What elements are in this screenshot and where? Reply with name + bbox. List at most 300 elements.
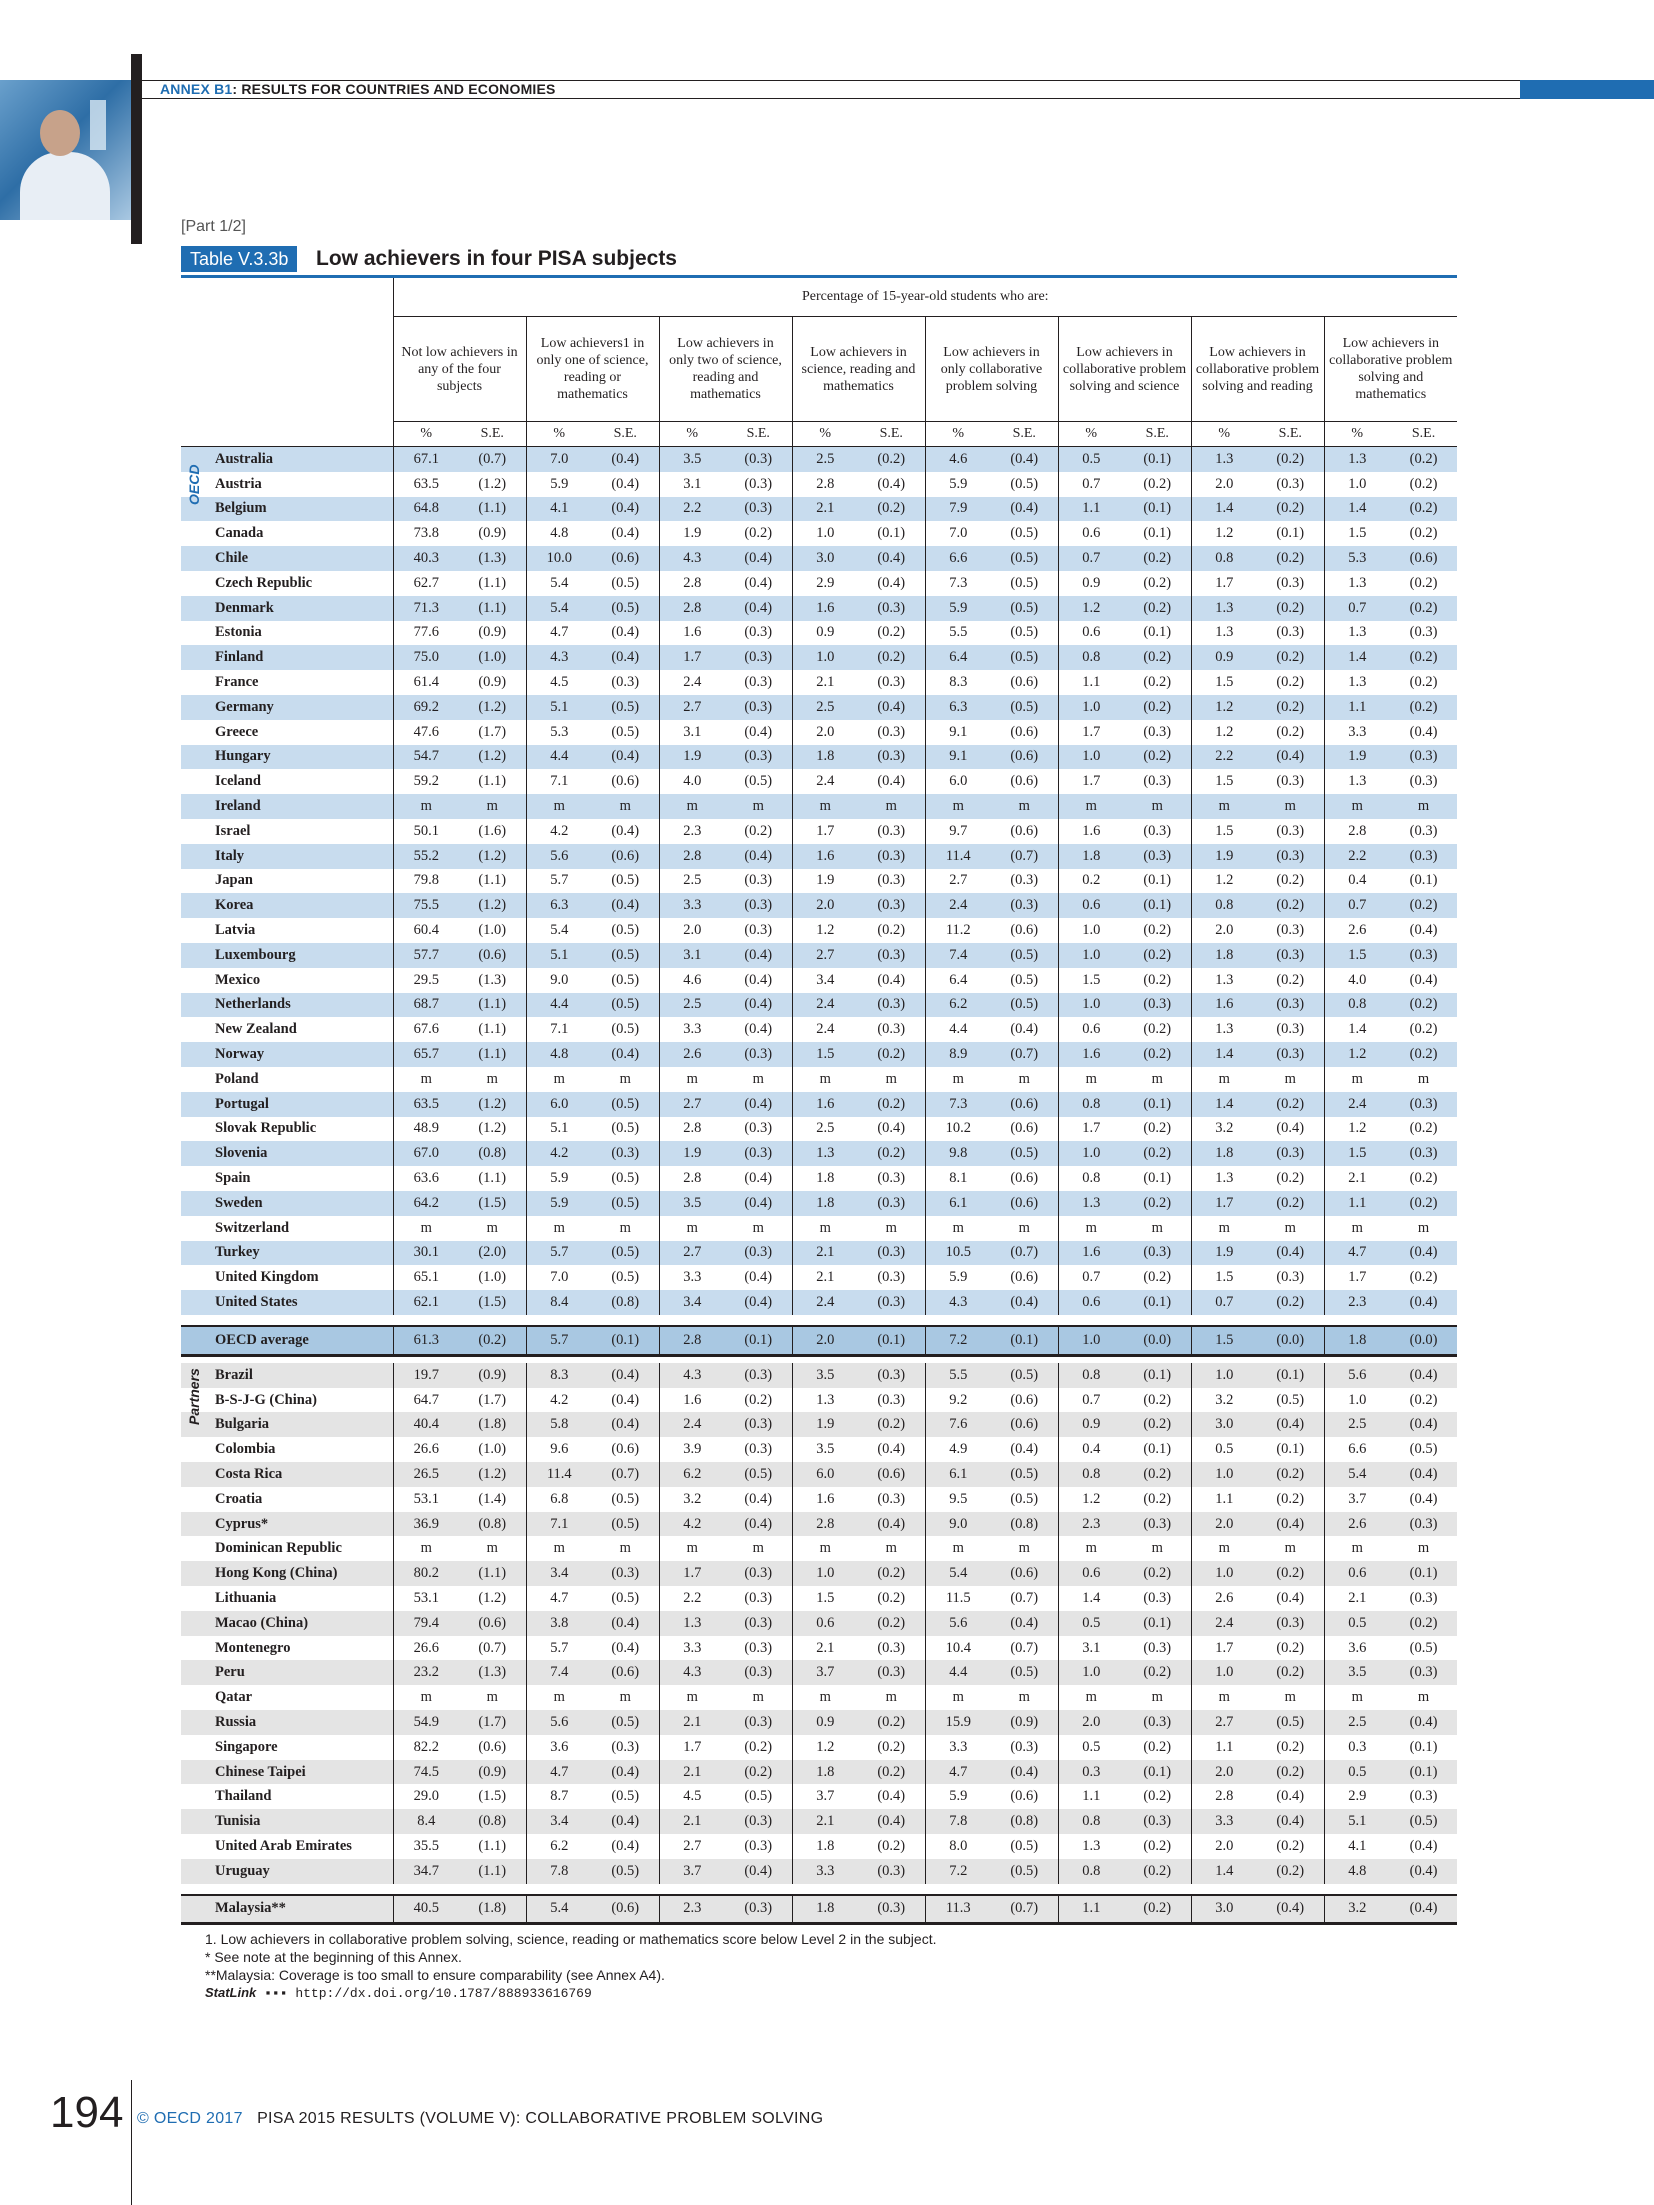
percent-value: 4.1 — [526, 497, 592, 522]
percent-value: 3.4 — [526, 1809, 592, 1834]
standard-error: (1.1) — [459, 497, 526, 522]
standard-error: (0.4) — [592, 1042, 659, 1067]
standard-error: (0.7) — [991, 1895, 1058, 1924]
percent-value: 8.3 — [925, 670, 991, 695]
percent-value: 3.5 — [792, 1437, 858, 1462]
percent-value: 1.3 — [1324, 670, 1390, 695]
percent-value: 2.4 — [792, 769, 858, 794]
standard-error: (0.5) — [592, 1017, 659, 1042]
country-name: Chinese Taipei — [181, 1760, 393, 1785]
standard-error: (0.5) — [1390, 1809, 1457, 1834]
subheader-percent: % — [526, 422, 592, 447]
page-marker-bar — [131, 54, 142, 244]
percent-value: 6.1 — [925, 1191, 991, 1216]
standard-error: (0.4) — [858, 1784, 925, 1809]
percent-value: 34.7 — [393, 1859, 459, 1884]
percent-value: 5.5 — [925, 1363, 991, 1388]
standard-error: (0.4) — [991, 1611, 1058, 1636]
standard-error: (1.1) — [459, 1042, 526, 1067]
standard-error: (0.3) — [592, 1141, 659, 1166]
percent-value: 0.6 — [1058, 1561, 1124, 1586]
percent-value: 1.0 — [1324, 1388, 1390, 1413]
standard-error: (0.4) — [1390, 1834, 1457, 1859]
standard-error: (0.4) — [725, 571, 792, 596]
percent-value: 2.0 — [1191, 1834, 1257, 1859]
footer — [137, 2110, 823, 2128]
standard-error: (0.4) — [1257, 1586, 1324, 1611]
percent-value: 4.9 — [925, 1437, 991, 1462]
percent-value: 8.3 — [526, 1363, 592, 1388]
standard-error: (0.7) — [459, 1636, 526, 1661]
country-name: Dominican Republic — [181, 1536, 393, 1561]
subheader-se: S.E. — [725, 422, 792, 447]
percent-value: 10.2 — [925, 1117, 991, 1142]
percent-value: 0.5 — [1191, 1437, 1257, 1462]
standard-error: (0.2) — [1124, 1859, 1191, 1884]
oecd-row — [181, 918, 1457, 943]
percent-value: 3.3 — [659, 1017, 725, 1042]
percent-value: m — [1058, 1067, 1124, 1092]
standard-error: (0.3) — [1257, 1611, 1324, 1636]
standard-error: (0.6) — [459, 1611, 526, 1636]
standard-error: (0.4) — [592, 521, 659, 546]
percent-value: 1.3 — [1324, 621, 1390, 646]
standard-error: (0.3) — [991, 893, 1058, 918]
standard-error: (0.5) — [1390, 1636, 1457, 1661]
standard-error: (0.4) — [725, 844, 792, 869]
percent-value: 1.2 — [1191, 869, 1257, 894]
standard-error: (0.4) — [592, 1363, 659, 1388]
standard-error: (0.2) — [1257, 1166, 1324, 1191]
standard-error: m — [1257, 1685, 1324, 1710]
standard-error: (0.4) — [991, 1437, 1058, 1462]
column-header-5: Low achievers in only collaborative problem solving — [925, 317, 1058, 422]
column-header-6: Low achievers in collaborative problem solving and science — [1058, 317, 1191, 422]
percent-value: 2.0 — [1191, 1512, 1257, 1537]
country-name: Bulgaria — [181, 1412, 393, 1437]
percent-value: 1.3 — [1191, 968, 1257, 993]
standard-error: (0.3) — [725, 1363, 792, 1388]
standard-error: (0.4) — [991, 1760, 1058, 1785]
standard-error: (0.2) — [1390, 1166, 1457, 1191]
group-label-oecd: OECD — [186, 464, 202, 505]
percent-value: 0.8 — [1058, 1462, 1124, 1487]
percent-value: 63.5 — [393, 472, 459, 497]
percent-value: 1.9 — [659, 1141, 725, 1166]
percent-value: 19.7 — [393, 1363, 459, 1388]
standard-error: (0.4) — [858, 695, 925, 720]
standard-error: (0.2) — [858, 1092, 925, 1117]
standard-error: (0.5) — [991, 993, 1058, 1018]
percent-value: 1.5 — [1191, 769, 1257, 794]
percent-value: 4.4 — [526, 993, 592, 1018]
standard-error: (0.8) — [459, 1512, 526, 1537]
standard-error: (0.6) — [592, 844, 659, 869]
oecd-row — [181, 1117, 1457, 1142]
percent-value: 7.1 — [526, 769, 592, 794]
standard-error: (0.4) — [592, 447, 659, 472]
percent-value: 0.6 — [1058, 521, 1124, 546]
standard-error: (0.2) — [858, 1611, 925, 1636]
percent-value: 0.4 — [1058, 1437, 1124, 1462]
partner-row — [181, 1859, 1457, 1884]
percent-value: 3.6 — [1324, 1636, 1390, 1661]
country-name: Croatia — [181, 1487, 393, 1512]
standard-error: (0.3) — [1124, 1809, 1191, 1834]
standard-error: (0.5) — [991, 521, 1058, 546]
footer-copyright: © OECD 2017 — [137, 2110, 243, 2127]
standard-error: m — [1124, 1536, 1191, 1561]
percent-value: 5.9 — [526, 1191, 592, 1216]
percent-value: 55.2 — [393, 844, 459, 869]
standard-error: (0.2) — [725, 819, 792, 844]
percent-value: 1.0 — [792, 1561, 858, 1586]
standard-error: (1.1) — [459, 769, 526, 794]
percent-value: 1.7 — [1324, 1265, 1390, 1290]
percent-value: 9.1 — [925, 720, 991, 745]
standard-error: (0.3) — [1257, 993, 1324, 1018]
percent-value: 3.7 — [1324, 1487, 1390, 1512]
standard-error: (0.1) — [1257, 521, 1324, 546]
standard-error: m — [1124, 1216, 1191, 1241]
partner-row — [181, 1363, 1457, 1388]
standard-error: (0.3) — [725, 1042, 792, 1067]
standard-error: m — [991, 1216, 1058, 1241]
note-3: **Malaysia: Coverage is too small to ensure comparability (see Annex A4). — [205, 1967, 665, 1983]
standard-error: (0.3) — [858, 819, 925, 844]
standard-error: (0.2) — [1390, 472, 1457, 497]
percent-value: m — [1058, 1685, 1124, 1710]
percent-value: 1.6 — [659, 621, 725, 646]
percent-value: 29.5 — [393, 968, 459, 993]
percent-value: m — [1324, 1067, 1390, 1092]
oecd-row — [181, 1265, 1457, 1290]
percent-value: 1.7 — [1191, 571, 1257, 596]
percent-value: m — [792, 794, 858, 819]
percent-value: 74.5 — [393, 1760, 459, 1785]
standard-error: (0.3) — [725, 893, 792, 918]
standard-error: (0.2) — [1390, 670, 1457, 695]
percent-value: 1.9 — [792, 869, 858, 894]
percent-value: 0.6 — [1058, 1290, 1124, 1315]
standard-error: (0.3) — [725, 1586, 792, 1611]
standard-error: (0.2) — [1124, 943, 1191, 968]
percent-value: 2.5 — [792, 695, 858, 720]
percent-value: 1.6 — [1191, 993, 1257, 1018]
standard-error: (0.4) — [1390, 968, 1457, 993]
percent-value: 5.1 — [526, 1117, 592, 1142]
column-header-8: Low achievers in collaborative problem solving and mathematics — [1324, 317, 1457, 422]
standard-error: (0.3) — [858, 1166, 925, 1191]
standard-error: (0.6) — [991, 769, 1058, 794]
country-name: Colombia — [181, 1437, 393, 1462]
country-name: New Zealand — [181, 1017, 393, 1042]
percent-value: 1.4 — [1191, 1042, 1257, 1067]
percent-value: 35.5 — [393, 1834, 459, 1859]
standard-error: (1.7) — [459, 720, 526, 745]
standard-error: (0.4) — [1390, 1241, 1457, 1266]
standard-error: (0.0) — [1124, 1326, 1191, 1356]
percent-value: 1.6 — [659, 1388, 725, 1413]
country-name: Israel — [181, 819, 393, 844]
percent-value: 1.0 — [1058, 943, 1124, 968]
oecd-row — [181, 794, 1457, 819]
percent-value: 9.1 — [925, 745, 991, 770]
percent-value: 1.3 — [1191, 621, 1257, 646]
standard-error: m — [858, 1685, 925, 1710]
standard-error: (0.5) — [592, 1265, 659, 1290]
standard-error: (0.2) — [1124, 1735, 1191, 1760]
percent-value: m — [526, 1536, 592, 1561]
standard-error: (0.2) — [1124, 968, 1191, 993]
section-gap — [181, 1884, 1457, 1895]
percent-value: 2.0 — [1191, 472, 1257, 497]
standard-error: (0.2) — [1124, 1412, 1191, 1437]
statlink-label: StatLink — [205, 1985, 257, 2000]
percent-value: 2.4 — [925, 893, 991, 918]
percent-value: 1.4 — [1324, 1017, 1390, 1042]
standard-error: (0.4) — [1390, 1462, 1457, 1487]
percent-value: 9.8 — [925, 1141, 991, 1166]
percent-value: 3.5 — [659, 1191, 725, 1216]
percent-value: 1.0 — [1058, 695, 1124, 720]
percent-value: 0.5 — [1058, 1735, 1124, 1760]
percent-value: 2.3 — [1324, 1290, 1390, 1315]
percent-value: m — [393, 1067, 459, 1092]
standard-error: (0.4) — [725, 943, 792, 968]
percent-value: 0.8 — [1324, 993, 1390, 1018]
standard-error: (0.8) — [991, 1512, 1058, 1537]
standard-error: (0.2) — [1257, 1561, 1324, 1586]
percent-value: 0.8 — [1058, 1809, 1124, 1834]
percent-value: 64.2 — [393, 1191, 459, 1216]
percent-value: 10.5 — [925, 1241, 991, 1266]
percent-value: 11.2 — [925, 918, 991, 943]
percent-value: 0.9 — [792, 1710, 858, 1735]
percent-value: 26.6 — [393, 1437, 459, 1462]
percent-value: 1.7 — [1058, 720, 1124, 745]
standard-error: (0.2) — [1257, 1487, 1324, 1512]
standard-error: (0.5) — [991, 596, 1058, 621]
percent-value: 23.2 — [393, 1660, 459, 1685]
percent-value: 1.0 — [1058, 745, 1124, 770]
percent-value: 1.0 — [1191, 1462, 1257, 1487]
percent-value: 0.6 — [1058, 893, 1124, 918]
percent-value: 2.7 — [659, 1241, 725, 1266]
percent-value: 1.5 — [1058, 968, 1124, 993]
standard-error: (0.2) — [459, 1326, 526, 1356]
percent-value: m — [1191, 1216, 1257, 1241]
percent-value: m — [925, 1536, 991, 1561]
country-name: France — [181, 670, 393, 695]
standard-error: (0.3) — [858, 1660, 925, 1685]
oecd-row — [181, 497, 1457, 522]
standard-error: m — [592, 1216, 659, 1241]
standard-error: (1.0) — [459, 1437, 526, 1462]
standard-error: (0.2) — [1257, 670, 1324, 695]
percent-value: 3.9 — [659, 1437, 725, 1462]
percent-value: 53.1 — [393, 1586, 459, 1611]
standard-error: (0.5) — [592, 1092, 659, 1117]
percent-value: 7.0 — [526, 1265, 592, 1290]
percent-value: 1.6 — [792, 844, 858, 869]
percent-value: 1.8 — [1058, 844, 1124, 869]
standard-error: (0.6) — [991, 1166, 1058, 1191]
standard-error: (0.4) — [592, 1809, 659, 1834]
percent-value: 26.6 — [393, 1636, 459, 1661]
subheader-se: S.E. — [1390, 422, 1457, 447]
percent-value: 7.4 — [925, 943, 991, 968]
percent-value: 5.7 — [526, 1326, 592, 1356]
standard-error: (1.3) — [459, 1660, 526, 1685]
percent-value: 0.3 — [1324, 1735, 1390, 1760]
percent-value: 4.4 — [925, 1017, 991, 1042]
percent-value: m — [659, 794, 725, 819]
standard-error: (0.5) — [592, 1241, 659, 1266]
standard-error: m — [459, 1216, 526, 1241]
standard-error: (0.1) — [1124, 1290, 1191, 1315]
percent-value: 1.7 — [1191, 1636, 1257, 1661]
standard-error: m — [725, 1685, 792, 1710]
standard-error: (0.3) — [1124, 1241, 1191, 1266]
standard-error: (0.3) — [725, 497, 792, 522]
annex-title: : RESULTS FOR COUNTRIES AND ECONOMIES — [232, 81, 556, 97]
standard-error: (0.3) — [1257, 621, 1324, 646]
percent-value: 1.9 — [1324, 745, 1390, 770]
percent-value: 67.0 — [393, 1141, 459, 1166]
percent-value: 9.0 — [925, 1512, 991, 1537]
percent-value: 1.1 — [1058, 1895, 1124, 1924]
standard-error: (0.2) — [858, 918, 925, 943]
standard-error: (0.5) — [991, 621, 1058, 646]
percent-value: 1.3 — [792, 1388, 858, 1413]
percent-value: 2.5 — [792, 1117, 858, 1142]
standard-error: (0.5) — [991, 1660, 1058, 1685]
standard-error: (0.3) — [725, 1660, 792, 1685]
standard-error: (0.3) — [725, 447, 792, 472]
standard-error: (0.9) — [459, 670, 526, 695]
partner-row — [181, 1660, 1457, 1685]
standard-error: (1.1) — [459, 869, 526, 894]
percent-value: 4.8 — [1324, 1859, 1390, 1884]
percent-value: 15.9 — [925, 1710, 991, 1735]
standard-error: (0.3) — [725, 621, 792, 646]
standard-error: (0.2) — [1257, 893, 1324, 918]
statlink-url[interactable]: http://dx.doi.org/10.1787/888933616769 — [295, 1986, 592, 2001]
standard-error: (0.4) — [991, 447, 1058, 472]
standard-error: (0.8) — [592, 1290, 659, 1315]
percent-value: 7.3 — [925, 571, 991, 596]
standard-error: m — [459, 794, 526, 819]
percent-value: 54.9 — [393, 1710, 459, 1735]
standard-error: (1.1) — [459, 1859, 526, 1884]
standard-error: (0.6) — [459, 943, 526, 968]
standard-error: (0.3) — [858, 893, 925, 918]
percent-value: 7.0 — [526, 447, 592, 472]
standard-error: (0.2) — [1390, 993, 1457, 1018]
standard-error: (0.7) — [991, 1586, 1058, 1611]
standard-error: (0.1) — [1124, 1611, 1191, 1636]
percent-value: 1.1 — [1324, 695, 1390, 720]
standard-error: (0.5) — [725, 769, 792, 794]
standard-error: (0.2) — [1257, 645, 1324, 670]
standard-error: (0.5) — [991, 571, 1058, 596]
percent-value: 1.2 — [1058, 1487, 1124, 1512]
standard-error: (0.5) — [991, 1462, 1058, 1487]
standard-error: m — [459, 1067, 526, 1092]
standard-error: (0.3) — [725, 1636, 792, 1661]
oecd-row — [181, 1166, 1457, 1191]
standard-error: (0.8) — [991, 1809, 1058, 1834]
table-title: Low achievers in four PISA subjects — [316, 247, 677, 270]
standard-error: (1.1) — [459, 1834, 526, 1859]
oecd-row — [181, 1290, 1457, 1315]
country-name: Ireland — [181, 794, 393, 819]
standard-error: (0.2) — [858, 1561, 925, 1586]
standard-error: (0.2) — [1124, 1660, 1191, 1685]
standard-error: (0.3) — [725, 1437, 792, 1462]
standard-error: (0.3) — [1124, 1586, 1191, 1611]
percent-value: 3.4 — [792, 968, 858, 993]
percent-value: 3.7 — [792, 1660, 858, 1685]
percent-value: 67.1 — [393, 447, 459, 472]
percent-value: m — [1058, 794, 1124, 819]
oecd-row — [181, 1241, 1457, 1266]
standard-error: (0.1) — [1124, 447, 1191, 472]
standard-error: (0.4) — [725, 1166, 792, 1191]
percent-value: m — [925, 1685, 991, 1710]
percent-value: 11.4 — [925, 844, 991, 869]
oecd-row — [181, 1042, 1457, 1067]
standard-error: (0.3) — [858, 720, 925, 745]
country-name: Korea — [181, 893, 393, 918]
percent-value: 2.3 — [1058, 1512, 1124, 1537]
subheader-percent: % — [792, 422, 858, 447]
standard-error: (0.7) — [592, 1462, 659, 1487]
standard-error: (0.1) — [1124, 1092, 1191, 1117]
percent-value: 3.5 — [1324, 1660, 1390, 1685]
standard-error: (0.4) — [1390, 1363, 1457, 1388]
percent-value: 1.6 — [1058, 1042, 1124, 1067]
group-label-partners: Partners — [186, 1368, 202, 1425]
standard-error: (0.6) — [991, 745, 1058, 770]
percent-value: 1.4 — [1324, 645, 1390, 670]
standard-error: (0.3) — [725, 1834, 792, 1859]
country-name: Peru — [181, 1660, 393, 1685]
standard-error: (0.5) — [991, 546, 1058, 571]
percent-value: m — [925, 1216, 991, 1241]
standard-error: (0.2) — [1257, 1760, 1324, 1785]
percent-value: 4.7 — [526, 1760, 592, 1785]
standard-error: (0.5) — [991, 1487, 1058, 1512]
country-name: Luxembourg — [181, 943, 393, 968]
percent-value: 73.8 — [393, 521, 459, 546]
percent-value: 4.2 — [526, 819, 592, 844]
percent-value: 3.3 — [659, 1636, 725, 1661]
percent-value: 5.4 — [526, 1895, 592, 1924]
percent-value: 5.1 — [526, 943, 592, 968]
percent-value: 0.8 — [1058, 1859, 1124, 1884]
standard-error: (0.2) — [1124, 1784, 1191, 1809]
standard-error: (0.3) — [725, 918, 792, 943]
standard-error: (0.2) — [1257, 596, 1324, 621]
header-photo — [0, 80, 131, 220]
oecd-row — [181, 745, 1457, 770]
percent-value: 2.8 — [659, 571, 725, 596]
part-label: [Part 1/2] — [181, 218, 246, 235]
percent-value: 1.2 — [1324, 1042, 1390, 1067]
standard-error: (0.3) — [1257, 1265, 1324, 1290]
